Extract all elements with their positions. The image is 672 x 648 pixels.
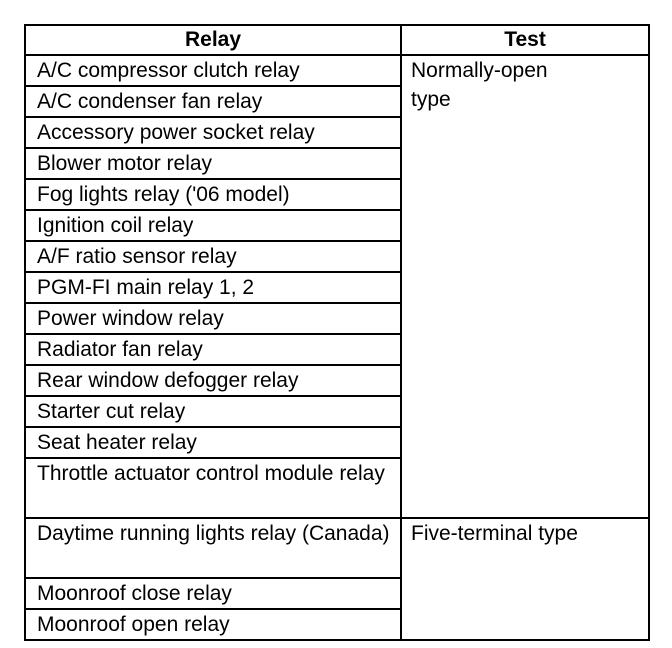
- relay-name-cell: Power window relay: [25, 303, 401, 334]
- relay-name-cell: Moonroof open relay: [25, 609, 401, 640]
- relay-name-cell: Moonroof close relay: [25, 578, 401, 609]
- relay-name-cell: Blower motor relay: [25, 148, 401, 179]
- relay-name-cell: A/C compressor clutch relay: [25, 55, 401, 86]
- test-type-label: Normally-open type: [411, 59, 548, 111]
- relay-name-cell: Daytime running lights relay (Canada): [25, 518, 401, 578]
- test-column-header: Test: [401, 25, 649, 55]
- relay-name-cell: Starter cut relay: [25, 396, 401, 427]
- relay-name-cell: Radiator fan relay: [25, 334, 401, 365]
- relay-name-cell: Accessory power socket relay: [25, 117, 401, 148]
- relay-name-cell: Seat heater relay: [25, 427, 401, 458]
- table-row: [25, 518, 649, 578]
- relay-name-cell: Rear window defogger relay: [25, 365, 401, 396]
- relay-column-header: Relay: [25, 25, 401, 55]
- test-type-cell: [401, 518, 649, 640]
- relay-name-cell: Throttle actuator control module relay: [25, 458, 401, 518]
- relay-name-cell: PGM-FI main relay 1, 2: [25, 272, 401, 303]
- relay-name-cell: Ignition coil relay: [25, 210, 401, 241]
- relay-test-table: [24, 24, 650, 641]
- table-row: [25, 55, 649, 86]
- relay-name-cell: A/C condenser fan relay: [25, 86, 401, 117]
- relay-name-cell: A/F ratio sensor relay: [25, 241, 401, 272]
- relay-name-cell: Fog lights relay ('06 model): [25, 179, 401, 210]
- test-type-label: Five-terminal type: [411, 522, 578, 545]
- header-row: [25, 25, 649, 55]
- test-type-cell: [401, 55, 649, 518]
